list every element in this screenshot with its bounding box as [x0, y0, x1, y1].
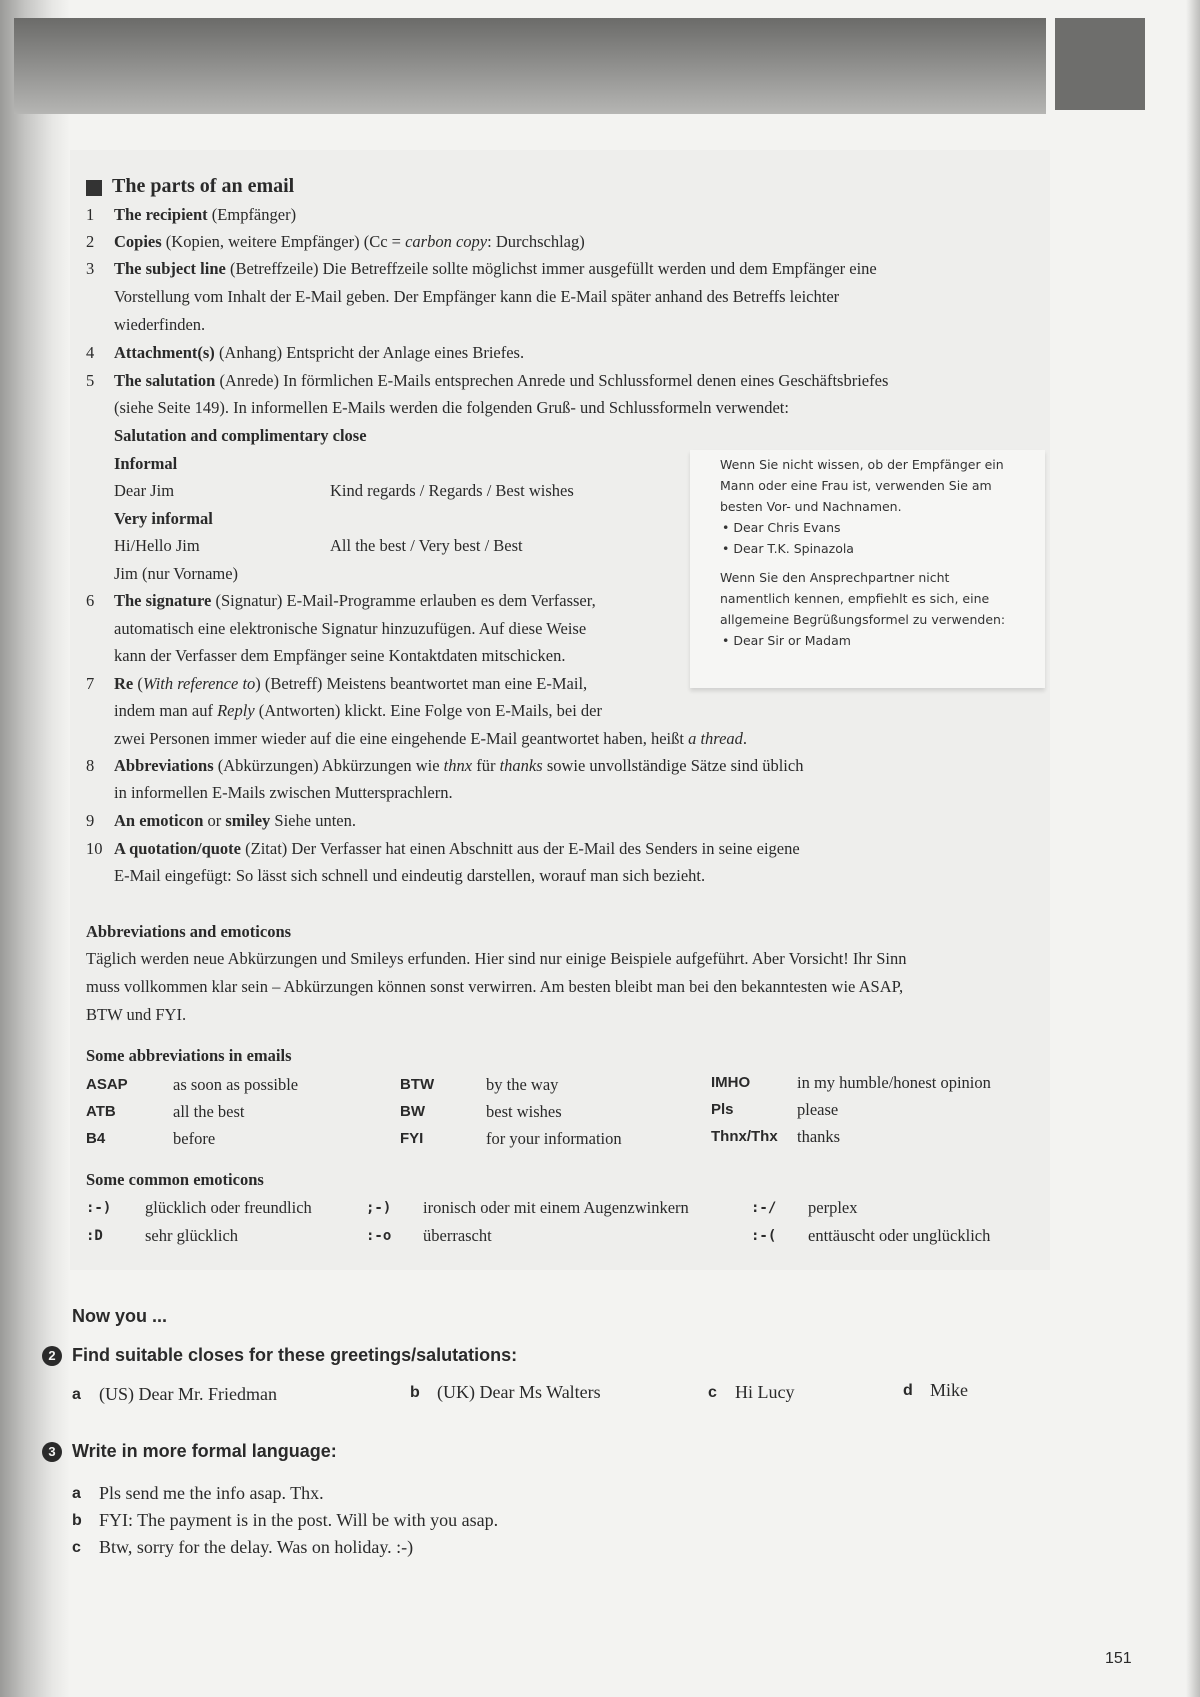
abbreviations-intro-line: BTW und FYI.	[86, 1005, 187, 1024]
list-item-line: (siehe Seite 149). In informellen E-Mails werden die folgenden Gruß- und Schlussformeln verwendet:	[114, 398, 789, 417]
abbreviation-term: ASAP	[86, 1076, 128, 1093]
list-item: An emoticon or smiley Siehe unten.	[114, 811, 356, 830]
abbreviation-meaning: please	[797, 1100, 839, 1119]
page-shadow-left	[0, 0, 70, 1697]
abbreviation-list-heading: Some abbreviations in emails	[86, 1046, 292, 1065]
exercise-item: (US) Dear Mr. Friedman	[99, 1384, 277, 1404]
abbreviation-term: Thnx/Thx	[711, 1128, 778, 1145]
header-bar	[14, 18, 1046, 114]
abbreviations-intro-line: Täglich werden neue Abkürzungen und Smileys erfunden. Hier sind nur einige Beispiele aufgeführt. Aber Vorsicht! Ihr Sinn	[86, 949, 907, 968]
item-number: 8	[86, 756, 95, 775]
list-item: Abbreviations (Abkürzungen) Abkürzungen wie thnx für thanks sowie unvollständige Sätze sind üblich	[114, 756, 804, 775]
informal-close: Kind regards / Regards / Best wishes	[330, 481, 574, 500]
exercise-item: Hi Lucy	[735, 1382, 795, 1402]
emoticon: :-o	[366, 1228, 392, 1244]
exercise-number-icon: 2	[42, 1346, 62, 1366]
list-item: The signature (Signatur) E-Mail-Programme erlauben es dem Verfasser,	[114, 591, 596, 610]
exercise-item: Mike	[930, 1380, 968, 1400]
list-item: Attachment(s) (Anhang) Entspricht der Anlage eines Briefes.	[114, 343, 525, 362]
abbreviation-term: ATB	[86, 1103, 116, 1120]
item-number: 7	[86, 674, 95, 693]
very-informal-label: Very informal	[114, 509, 213, 528]
emoticon: :-)	[86, 1200, 112, 1216]
list-item: Re (With reference to) (Betreff) Meistens beantwortet man eine E-Mail,	[114, 674, 588, 693]
item-number: 2	[86, 232, 95, 251]
salutation-heading: Salutation and complimentary close	[114, 426, 367, 445]
list-item-line: in informellen E-Mails zwischen Muttersprachlern.	[114, 783, 453, 802]
header-tab	[1055, 18, 1145, 110]
emoticon: :-/	[751, 1200, 777, 1216]
emoticon: :-(	[751, 1228, 777, 1244]
abbreviation-meaning: all the best	[173, 1102, 245, 1121]
exercise-item-letter: a	[72, 1386, 81, 1403]
item-number: 5	[86, 371, 95, 390]
list-item-line: E-Mail eingefügt: So lässt sich schnell und eindeutig darstellen, worauf man sich bezieht.	[114, 866, 706, 885]
emoticon-list-heading: Some common emoticons	[86, 1170, 264, 1189]
page-shadow-right	[1186, 0, 1200, 1697]
list-item-line: automatisch eine elektronische Signatur hinzuzufügen. Auf diese Weise	[114, 619, 587, 638]
exercise-title: Write in more formal language:	[72, 1441, 337, 1461]
emoticon: :D	[86, 1228, 103, 1244]
abbreviation-meaning: as soon as possible	[173, 1075, 299, 1094]
section-bullet-icon	[86, 180, 102, 196]
item-number: 1	[86, 205, 95, 224]
very-informal-greeting: Hi/Hello Jim	[114, 536, 200, 555]
informal-label: Informal	[114, 454, 178, 473]
abbreviation-term: BW	[400, 1103, 425, 1120]
list-item-line: wiederfinden.	[114, 315, 206, 334]
exercise-item-letter: c	[72, 1539, 81, 1556]
exercise-item-letter: b	[410, 1384, 420, 1401]
informal-greeting: Dear Jim	[114, 481, 175, 500]
list-item: The subject line (Betreffzeile) Die Betreffzeile sollte möglichst immer ausgefüllt werden und dem Empfänger eine	[114, 259, 877, 278]
exercise-title: Find suitable closes for these greetings/salutations:	[72, 1345, 518, 1365]
exercise-item-letter: a	[72, 1485, 81, 1502]
list-item-line: indem man auf Reply (Antworten) klickt. Eine Folge von E-Mails, bei der	[114, 701, 602, 720]
item-number: 3	[86, 259, 95, 278]
item-number: 6	[86, 591, 95, 610]
emoticon-meaning: enttäuscht oder unglücklich	[808, 1226, 991, 1245]
emoticon: ;-)	[366, 1200, 392, 1216]
exercise-item-letter: c	[708, 1384, 717, 1401]
item-number: 10	[86, 839, 103, 858]
item-number: 4	[86, 343, 95, 362]
abbreviation-term: IMHO	[711, 1074, 751, 1091]
list-item: A quotation/quote (Zitat) Der Verfasser hat einen Abschnitt aus der E-Mail des Senders in seine eigene	[114, 839, 800, 858]
exercise-item: (UK) Dear Ms Walters	[437, 1382, 601, 1402]
list-item: The salutation (Anrede) In förmlichen E-Mails entsprechen Anrede und Schlussformel denen eines Geschäftsbriefes	[114, 371, 889, 390]
exercise-item-letter: b	[72, 1512, 82, 1529]
emoticon-meaning: ironisch oder mit einem Augenzwinkern	[423, 1198, 689, 1217]
list-item-line: zwei Personen immer wieder auf die eine eingehende E-Mail geantwortet haben, heißt a thread.	[114, 729, 748, 748]
abbreviations-heading: Abbreviations and emoticons	[86, 922, 292, 941]
exercise-item-letter: d	[903, 1382, 913, 1399]
abbreviation-term: FYI	[400, 1130, 424, 1147]
exercise-number-icon: 3	[42, 1442, 62, 1462]
list-item-line: Vorstellung vom Inhalt der E-Mail geben. Der Empfänger kann die E-Mail später anhand des Betreffs leichter	[114, 287, 840, 306]
abbreviation-term: Pls	[711, 1101, 734, 1118]
emoticon-meaning: perplex	[808, 1198, 858, 1217]
exercise-item: Btw, sorry for the delay. Was on holiday. :-)	[99, 1537, 414, 1557]
emoticon-meaning: sehr glücklich	[145, 1226, 239, 1245]
abbreviation-meaning: in my humble/honest opinion	[797, 1073, 991, 1092]
section-title: The parts of an email	[112, 175, 295, 197]
list-item: Copies (Kopien, weitere Empfänger) (Cc = carbon copy: Durchschlag)	[114, 232, 585, 251]
emoticon-meaning: überrascht	[423, 1226, 492, 1245]
abbreviation-meaning: thanks	[797, 1127, 841, 1146]
page-number: 151	[1105, 1650, 1132, 1667]
very-informal-close: All the best / Very best / Best	[330, 536, 523, 555]
abbreviation-meaning: before	[173, 1129, 216, 1148]
list-item-line: kann der Verfasser dem Empfänger seine Kontaktdaten mitschicken.	[114, 646, 566, 665]
now-you-heading: Now you ...	[72, 1306, 168, 1326]
list-item: The recipient (Empfänger)	[114, 205, 297, 224]
handwritten-note: Wenn Sie nicht wissen, ob der Empfänger ein Mann oder eine Frau ist, verwenden Sie am besten Vor- und Nachnamen. • Dear Chris Evans • Dear T.K. Spinazola Wenn Sie den Ansprechpartner nicht namentlich kennen, empfiehlt es sich, eine allgemeine Begrüßungsformel zu verwenden: • Dear Sir or Madam	[690, 450, 1045, 688]
abbreviation-term: B4	[86, 1130, 106, 1147]
abbreviation-meaning: by the way	[486, 1075, 559, 1094]
emoticon-meaning: glücklich oder freundlich	[145, 1198, 312, 1217]
exercise-item: FYI: The payment is in the post. Will be with you asap.	[99, 1510, 499, 1530]
abbreviation-term: BTW	[400, 1076, 435, 1093]
abbreviation-meaning: for your information	[486, 1129, 622, 1148]
first-name-note: Jim (nur Vorname)	[114, 564, 239, 583]
abbreviation-meaning: best wishes	[486, 1102, 562, 1121]
abbreviations-intro-line: muss vollkommen klar sein – Abkürzungen können sonst verwirren. Am besten bleibt man bei den bekanntesten wie ASAP,	[86, 977, 904, 996]
exercise-item: Pls send me the info asap. Thx.	[99, 1483, 324, 1503]
item-number: 9	[86, 811, 95, 830]
